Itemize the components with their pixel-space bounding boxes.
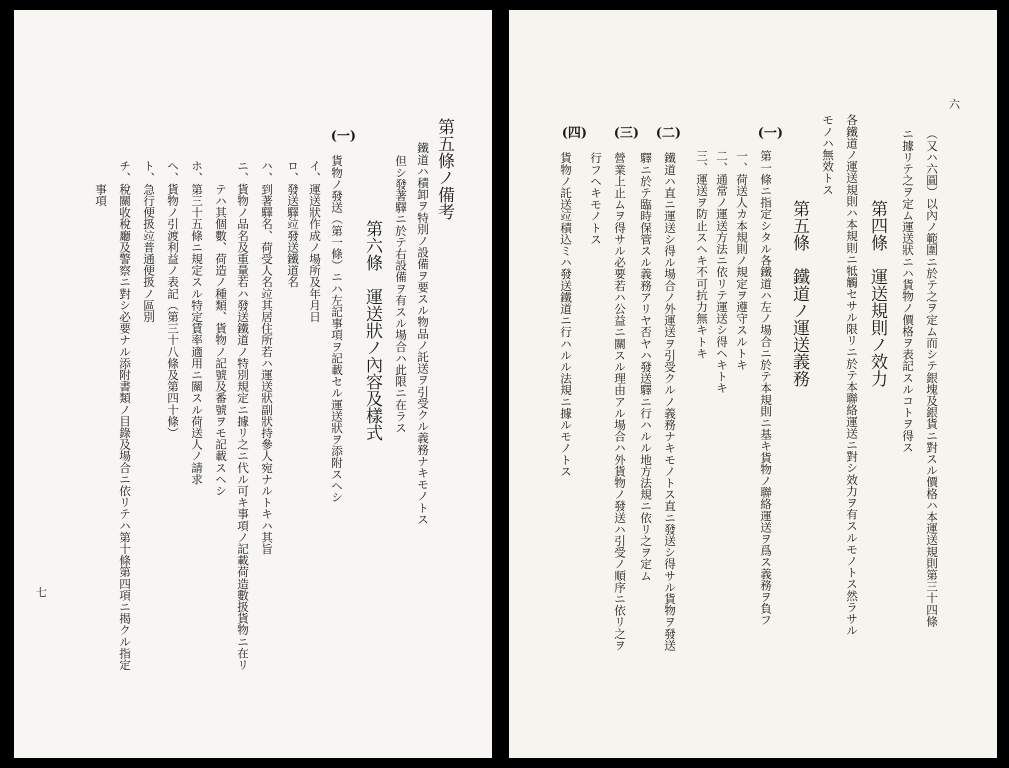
intro-line2: ニ據リテ之ヲ定ム運送狀ニハ貨物ノ價格ヲ表記スルコトヲ得ス (901, 128, 915, 453)
right-page (509, 10, 997, 758)
art4-line1: 各鐵道ノ運送規則ハ本規則ニ牴觸セサル限リニ於テ本聯絡運送ニ對シ效力ヲ有スルモノトス然ラサル (845, 114, 859, 636)
item2-line1: 鐵道ハ直ニ運送シ得ル場合ノ外運送ヲ引受クルノ義務ナキモノトス直ニ發送シ得サル貨物ヲ發送 (663, 152, 677, 651)
entry-ho: ホ、第三十五條ニ規定スル特定賃率適用ニ關スル荷送人ノ請求 (190, 160, 204, 485)
item2-marker: (二) (655, 126, 681, 141)
heading-art4: 第四條 運送規則ノ效力 (867, 200, 887, 387)
art4-line2: モノハ無效トス (821, 114, 835, 196)
item2-line2: 驛ニ於テ臨時保管スル義務アリヤ否ヤハ發送驛ニ行ハルル地方法規ニ依リ之ヲ定ム (639, 152, 653, 582)
entry-ro: ロ、發送驛竝發送鐵道名 (286, 160, 300, 288)
left-page (14, 10, 492, 758)
page-number-right: 六 (949, 98, 960, 111)
item3-marker: (三) (613, 126, 639, 141)
art5-note-line2: 但シ發著驛ニ於テ右設備ヲ有スル場合ハ此限ニ在ラス (394, 155, 408, 434)
heading-art5-note: 第五條ノ備考 (434, 118, 454, 220)
entry-he: ヘ、貨物ノ引渡利益ノ表記（第三十八條及第四十條） (166, 160, 180, 439)
entry-to: ト、急行便扱竝普通便扱ノ區別 (142, 160, 156, 323)
entry-ni: ニ、貨物ノ品名及重量若ハ發送鐵道ノ特別規定ニ據リ之ニ代ル可キ事項ノ記載荷造數扱貨物ニ在リ (236, 160, 250, 671)
entry-chi: チ、稅關收稅廳及警察ニ對シ必要ナル添附書類ノ目錄及場合ニ依リテハ第十條第四項ニ揭クル指定 (118, 160, 132, 671)
entry-ni-cont: テハ其個數、荷造ノ種類、貨物ノ記號及番號ヲモ記載スヘシ (214, 160, 228, 497)
item1-sub2: 二、通常ノ運送方法ニ依リテ運送シ得ヘキトキ (715, 150, 729, 394)
entry-i: イ、運送狀作成ノ場所及年月日 (308, 160, 322, 323)
item3-line1: 營業上止ムヲ得サル必要若ハ公益ニ關スル理由アル場合ハ外貨物ノ發送ハ引受ノ順序ニ依リ之ヲ (613, 152, 627, 651)
item4-marker: (四) (561, 126, 587, 141)
item1-marker: (一) (330, 129, 356, 144)
heading-art6: 第六條 運送狀ノ內容及樣式 (362, 220, 382, 441)
item1-marker-right: (一) (757, 126, 783, 141)
entry-ha: ハ、到著驛名、荷受人名竝其居住所若ハ運送狀副狀持參人宛ナルトキハ其旨 (260, 160, 274, 555)
item4-line1: 貨物ノ託送竝積込ミハ發送鐵道ニ行ハルル法規ニ據ルモノトス (559, 152, 573, 477)
art5-note-line1: 鐵道ハ積卸ヲ特別ノ設備ヲ要スル物品ノ託送ヲ引受クル義務ナキモノトス (416, 142, 430, 525)
page-number-left: 七 (36, 586, 47, 599)
heading-art5: 第五條 鐵道ノ運送義務 (789, 200, 809, 387)
item1-sub1: 一、荷送人カ本規則ノ規定ヲ遵守スルトキ (735, 150, 749, 371)
item1-text: 貨物ノ發送（第一條）ニハ左記事項ヲ記載セル運送狀ヲ添附スヘシ (330, 155, 344, 503)
entry-chi-cont: 事項 (94, 160, 108, 207)
item1-line: 第一條ニ指定シタル各鐵道ハ左ノ場合ニ於テ本規則ニ基キ貨物ノ聯絡運送ヲ爲ス義務ヲ負フ (759, 150, 773, 626)
intro-line1: （又ハ六圓）以內ノ範圍ニ於テ之ヲ定ム而シテ銀塊及銀貨ニ對スル價格ハ本運送規則第三十四條 (925, 128, 939, 627)
item3-line2: 行フヘキモノトス (589, 152, 603, 245)
item1-sub3: 三、運送ヲ防止スヘキ不可抗力無キトキ (695, 150, 709, 359)
